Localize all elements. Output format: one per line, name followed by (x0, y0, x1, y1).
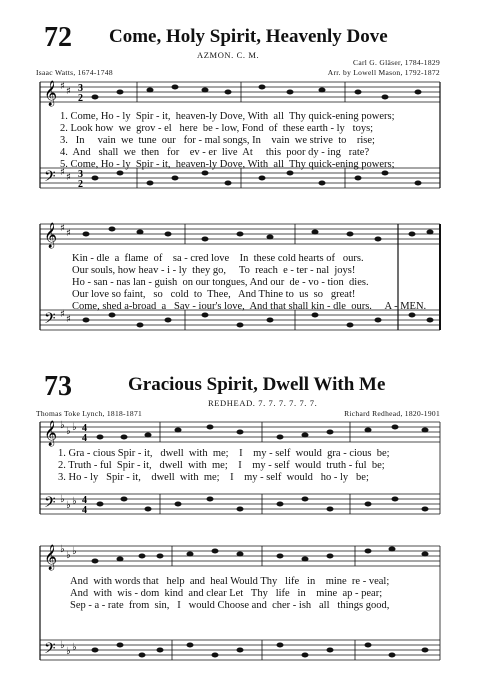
lyric-72-1-verse4: 4. And shall we then for ev - er live At this poor dy - ing rate? (60, 147, 370, 158)
words-credit-73: Thomas Toke Lynch, 1818-1871 (36, 409, 143, 418)
lyric-72-1-verse1: 1. Come, Ho - ly Spir - it, heaven-ly Dove, With all Thy quick-ening powers; (60, 111, 395, 122)
svg-text:♭: ♭ (60, 640, 65, 651)
hymn-number-73: 73 (44, 371, 72, 402)
svg-text:♯: ♯ (60, 223, 65, 234)
svg-text:♭: ♭ (72, 496, 77, 507)
lyric-73-2-verse1: And with words that help and heal Would Thy life in mine re - veal; (70, 576, 390, 587)
svg-text:♭: ♭ (60, 420, 65, 431)
svg-text:𝄢: 𝄢 (44, 168, 56, 189)
svg-text:♭: ♭ (72, 422, 77, 433)
lyric-73-2-verse3: Sep - a - rate from sin, I would Choose and cher - ish all things good, (70, 600, 390, 611)
lyric-72-2-verse3: Ho - san - nas lan - guish on our tongues, And our de - vo - tion dies. (72, 277, 369, 288)
lyric-72-1-verse3: 3. In vain we tune our for - mal songs, In vain we strive to rise; (60, 135, 375, 146)
lyric-72-2-verse5: Come, shed a-broad a Sav - iour's love, And that shall kin - dle ours. A - MEN. (72, 301, 427, 312)
svg-text:♯: ♯ (60, 167, 65, 178)
lyric-72-1-verse5: 5. Come, Ho - ly Spir - it, heaven-ly Dove, With all Thy quick-ening powers; (60, 159, 395, 170)
music-credit-73: Richard Redhead, 1820-1901 (344, 409, 440, 418)
svg-text:♭: ♭ (72, 546, 77, 557)
music-credit-72a: Carl G. Gläser, 1784-1829 (353, 58, 440, 67)
lyric-73-2-verse2: And with wis - dom kind and clear Let Thy life in mine ap - pear; (70, 588, 383, 599)
svg-text:♭: ♭ (66, 550, 71, 561)
svg-text:𝄞: 𝄞 (44, 421, 58, 446)
svg-text:𝄢: 𝄢 (44, 494, 56, 515)
lyric-72-1-verse2: 2. Look how we grov - el here be - low, Fond of these earth - ly toys; (60, 123, 374, 134)
hymn-title-73: Gracious Spirit, Dwell With Me (128, 374, 386, 395)
lyric-73-1-verse2: 2. Truth - ful Spir - it, dwell with me; I my - self would truth - ful be; (58, 460, 385, 471)
svg-text:𝄞: 𝄞 (44, 545, 58, 570)
music-staff-73-2 (0, 542, 480, 682)
svg-text:♯: ♯ (60, 309, 65, 320)
tune-name-73: REDHEAD. 7. 7. 7. 7. 7. 7. (208, 398, 318, 408)
svg-text:3: 3 (78, 169, 83, 180)
lyric-73-1-verse1: 1. Gra - cious Spir - it, dwell with me; I my - self would gra - cious be; (58, 448, 390, 459)
svg-text:♯: ♯ (66, 228, 71, 239)
svg-text:♯: ♯ (66, 86, 71, 97)
svg-text:♭: ♭ (60, 494, 65, 505)
hymn-number-72: 72 (44, 22, 72, 53)
svg-text:2: 2 (78, 93, 83, 104)
svg-text:♯: ♯ (66, 314, 71, 325)
svg-text:♭: ♭ (66, 500, 71, 511)
svg-text:4: 4 (82, 423, 87, 434)
lyric-72-2-verse4: Our love so faint, so cold to Thee, And Thine to us so great! (72, 289, 356, 300)
svg-text:♯: ♯ (60, 81, 65, 92)
svg-text:♭: ♭ (60, 544, 65, 555)
svg-text:𝄢: 𝄢 (44, 640, 56, 661)
svg-text:4: 4 (82, 505, 87, 516)
lyric-72-2-verse2: Our souls, how heav - i - ly they go, To reach e - ter - nal joys! (72, 265, 356, 276)
svg-text:♯: ♯ (66, 172, 71, 183)
svg-text:𝄞: 𝄞 (44, 223, 58, 248)
lyric-73-1-verse3: 3. Ho - ly Spir - it, dwell with me; I my - self would ho - ly be; (58, 472, 369, 483)
hymn-title-72: Come, Holy Spirit, Heavenly Dove (109, 26, 388, 47)
svg-text:♭: ♭ (66, 426, 71, 437)
lyric-72-2-verse1: Kin - dle a flame of sa - cred love In these cold hearts of ours. (72, 253, 364, 264)
svg-text:3: 3 (78, 83, 83, 94)
svg-text:4: 4 (82, 433, 87, 444)
tune-name-72: AZMON. C. M. (197, 50, 260, 60)
svg-text:𝄢: 𝄢 (44, 310, 56, 331)
svg-text:♭: ♭ (66, 646, 71, 657)
words-credit-72: Isaac Watts, 1674-1748 (36, 68, 113, 77)
svg-text:2: 2 (78, 179, 83, 190)
svg-text:♭: ♭ (72, 642, 77, 653)
svg-text:𝄞: 𝄞 (44, 81, 58, 106)
svg-text:4: 4 (82, 495, 87, 506)
music-credit-72b: Arr. by Lowell Mason, 1792-1872 (327, 68, 440, 77)
